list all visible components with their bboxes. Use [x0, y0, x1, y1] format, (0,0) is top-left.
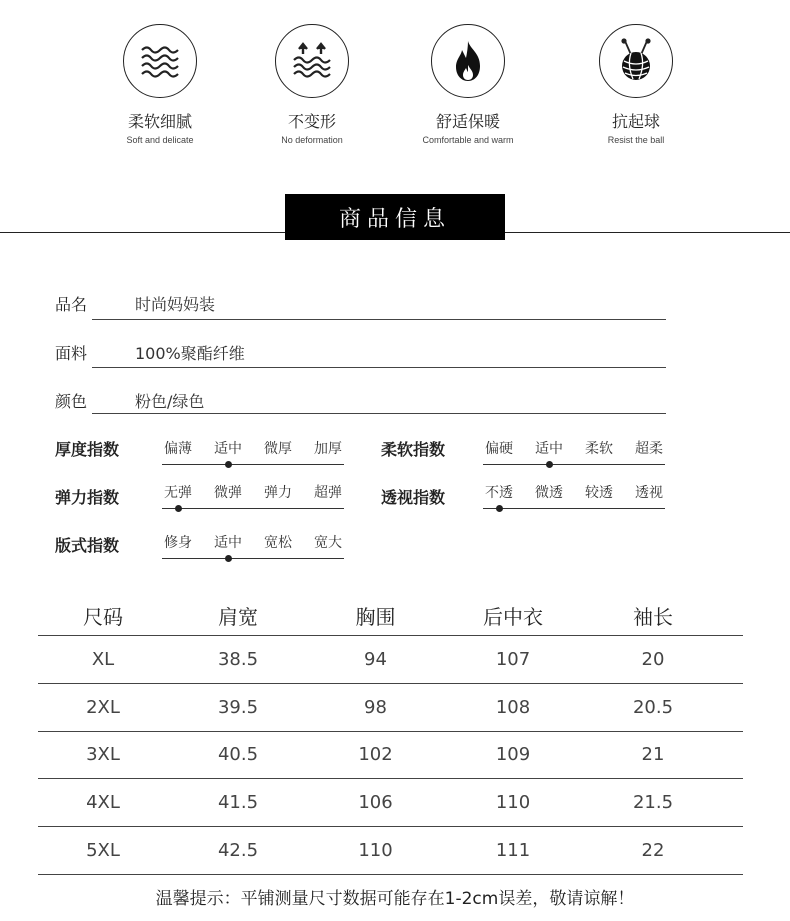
size-table: [38, 595, 743, 875]
info-label-color: 颜色: [55, 392, 88, 411]
table-row: [38, 732, 743, 780]
table-cell: 39.5: [217, 696, 259, 718]
index-option: 微厚: [264, 441, 292, 457]
index-option: 柔软: [585, 441, 613, 457]
feature-icon-circle: [123, 24, 197, 98]
table-cell: 2XL: [86, 696, 120, 718]
index-scale-softness: [483, 438, 665, 458]
table-cell: 3XL: [86, 744, 120, 766]
index-option: 微弹: [214, 485, 242, 501]
index-label-thickness: 厚度指数: [55, 440, 120, 459]
index-option: 修身: [164, 535, 192, 551]
table-row: [38, 636, 743, 684]
table-cell: 21.5: [632, 792, 674, 814]
feature-title: 舒适保暖: [435, 112, 500, 131]
index-option: 较透: [585, 485, 613, 501]
feature-subtitle: Soft and delicate: [126, 135, 194, 145]
header-cell: 后中衣: [483, 604, 543, 629]
yarn-ball-icon: [612, 37, 660, 85]
table-cell: 110: [358, 840, 393, 862]
index-label-elasticity: 弹力指数: [55, 488, 120, 507]
index-bar: [162, 464, 344, 465]
feature-anti-pilling: [566, 24, 706, 145]
index-scale-transparency: [483, 482, 665, 502]
table-cell: XL: [91, 648, 115, 670]
feature-icon-circle: [431, 24, 505, 98]
index-option: 无弹: [164, 485, 192, 501]
feature-subtitle: Resist the ball: [607, 135, 665, 145]
index-option: 适中: [535, 441, 563, 457]
feature-title: 柔软细腻: [127, 112, 192, 131]
info-label-name: 品名: [55, 295, 88, 314]
index-option: 超柔: [635, 441, 663, 457]
table-cell: 41.5: [217, 792, 259, 814]
index-scale-thickness: [162, 438, 344, 458]
table-cell: 38.5: [217, 648, 259, 670]
index-option: 透视: [635, 485, 663, 501]
measurement-note: 温馨提示：平铺测量尺寸数据可能存在1-2cm误差，敬请谅解！: [155, 889, 635, 909]
info-underline: [92, 367, 666, 368]
header-cell: 肩宽: [218, 604, 258, 629]
table-cell: 5XL: [86, 840, 120, 862]
feature-subtitle: No deformation: [281, 135, 343, 145]
index-bar: [162, 558, 344, 559]
table-cell: 21: [641, 744, 665, 766]
table-cell: 40.5: [217, 744, 259, 766]
header-cell: 尺码: [83, 604, 123, 629]
index-option: 加厚: [314, 441, 342, 457]
info-value-name: 时尚妈妈装: [135, 295, 216, 314]
index-bar: [483, 464, 665, 465]
table-cell: 20: [641, 648, 665, 670]
index-option: 超弹: [314, 485, 342, 501]
table-row: [38, 779, 743, 827]
index-option: 适中: [214, 535, 242, 551]
table-cell: 106: [358, 792, 393, 814]
table-cell: 110: [495, 792, 531, 814]
section-title: 商品信息: [285, 194, 505, 240]
table-cell: 94: [364, 648, 387, 670]
index-option: 宽松: [264, 535, 292, 551]
feature-icon-circle: [275, 24, 349, 98]
feature-icon-circle: [599, 24, 673, 98]
table-cell: 108: [495, 696, 531, 718]
table-cell: 22: [641, 840, 665, 862]
index-option: 偏薄: [164, 441, 192, 457]
table-cell: 109: [495, 744, 531, 766]
index-option: 微透: [535, 485, 563, 501]
index-marker: [496, 505, 503, 512]
arrows-waves-icon: [290, 42, 334, 80]
table-row: [38, 684, 743, 732]
index-label-softness: 柔软指数: [381, 440, 446, 459]
info-label-fabric: 面料: [55, 344, 88, 363]
table-cell: 20.5: [632, 696, 674, 718]
table-cell: 111: [495, 840, 531, 862]
table-cell: 98: [364, 696, 387, 718]
header-cell: 袖长: [633, 604, 673, 629]
feature-title: 抗起球: [611, 112, 660, 131]
info-underline: [92, 319, 666, 320]
feature-subtitle: Comfortable and warm: [422, 135, 514, 145]
index-marker: [225, 461, 232, 468]
index-marker: [546, 461, 553, 468]
waves-icon: [138, 44, 182, 78]
feature-soft: [90, 24, 230, 145]
index-marker: [225, 555, 232, 562]
table-row: [38, 827, 743, 875]
index-label-transparency: 透视指数: [381, 488, 446, 507]
index-option: 偏硬: [485, 441, 513, 457]
index-label-fit: 版式指数: [55, 536, 120, 555]
size-table-header: [38, 595, 743, 636]
index-bar: [162, 508, 344, 509]
info-value-color: 粉色/绿色: [135, 392, 205, 411]
info-value-fabric: 100%聚酯纤维: [135, 344, 245, 363]
index-option: 适中: [214, 441, 242, 457]
index-bar: [483, 508, 665, 509]
index-scale-fit: [162, 532, 344, 552]
feature-warm: [398, 24, 538, 145]
feature-no-deformation: [242, 24, 382, 145]
index-marker: [175, 505, 182, 512]
index-option: 宽大: [314, 535, 342, 551]
table-cell: 107: [495, 648, 531, 670]
header-cell: 胸围: [355, 604, 396, 629]
flame-icon: [450, 39, 486, 83]
table-cell: 102: [358, 744, 393, 766]
info-underline: [92, 413, 666, 414]
feature-title: 不变形: [287, 112, 336, 131]
index-option: 不透: [485, 485, 513, 501]
table-cell: 42.5: [217, 840, 259, 862]
table-cell: 4XL: [86, 792, 120, 814]
index-scale-elasticity: [162, 482, 344, 502]
index-option: 弹力: [264, 485, 292, 501]
